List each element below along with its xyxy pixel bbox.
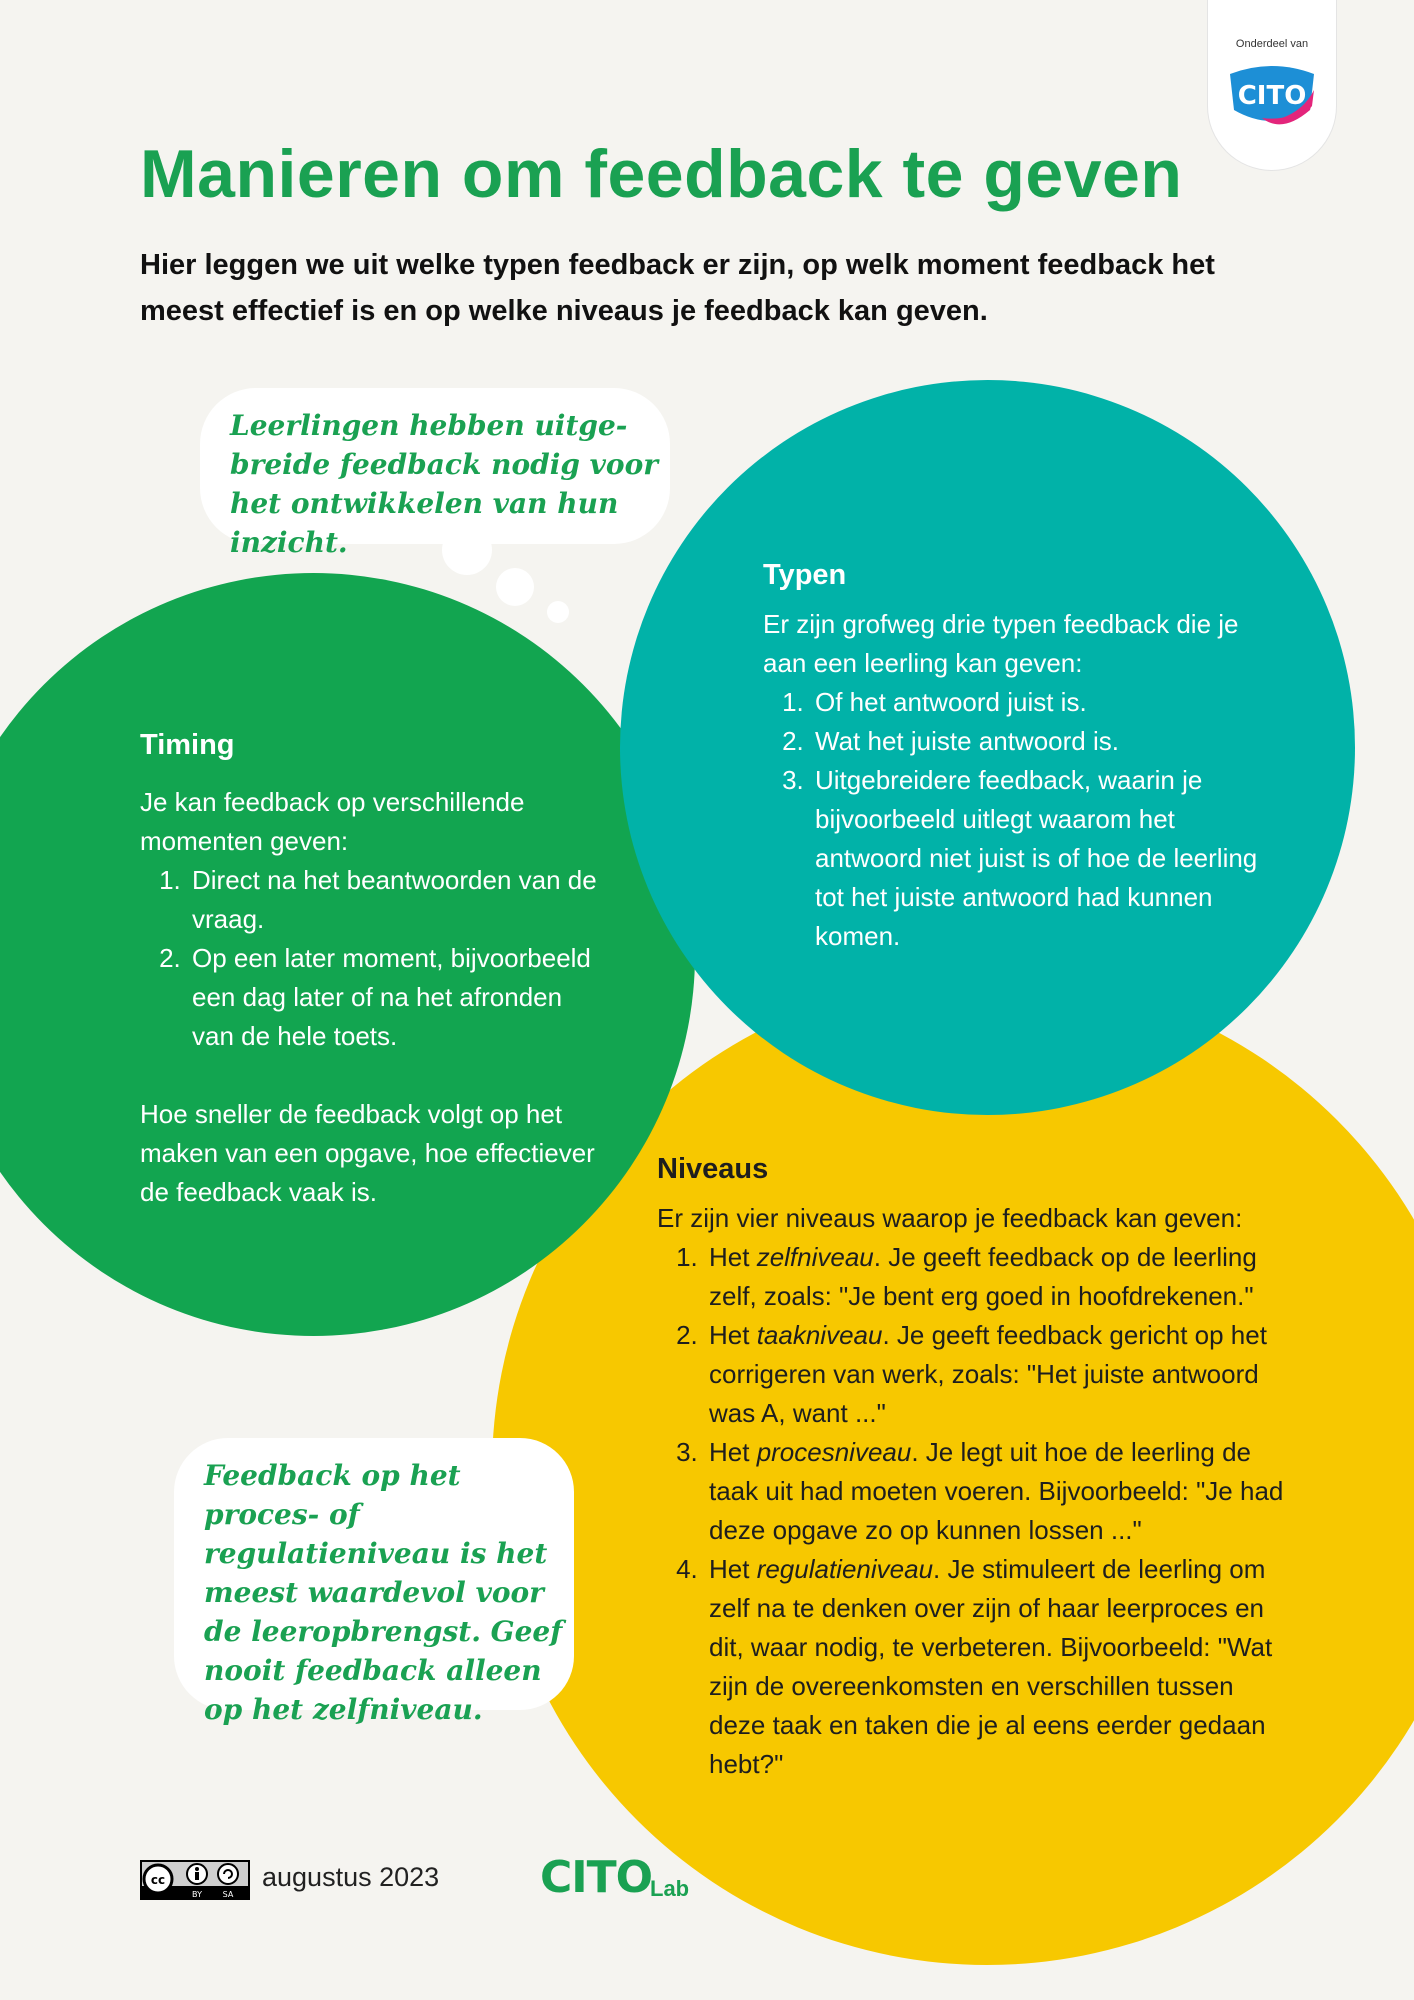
timing-section bbox=[140, 728, 610, 1212]
thought-dot bbox=[496, 568, 534, 606]
quote-top: Leerlingen hebben uitge-breide feedback nodig voor het ontwikkelen van hun inzicht. bbox=[230, 409, 659, 559]
svg-text:SA: SA bbox=[222, 1890, 234, 1899]
niveaus-section bbox=[657, 1152, 1297, 1784]
niveaus-heading: Niveaus bbox=[657, 1153, 769, 1185]
typen-heading: Typen bbox=[763, 559, 847, 591]
timing-lead: Je kan feedback op verschillende momenten geven: bbox=[140, 786, 525, 856]
cc-license-icon bbox=[140, 1860, 250, 1900]
list-item: 2. Wat het juiste antwoord is. bbox=[811, 722, 1283, 761]
quote-bottom: Feedback op het proces- of regulatieniveau is het meest waardevol voor de leeropbrengst. Geef nooit feedback alleen op het zelfniveau. bbox=[204, 1459, 563, 1726]
niveaus-lead: Er zijn vier niveaus waarop je feedback kan geven: bbox=[657, 1202, 1243, 1233]
cito-lab-logo: CITO bbox=[540, 1852, 653, 1903]
cito-badge bbox=[1208, 0, 1336, 170]
list-item: 1. Direct na het beantwoorden van de vraag. bbox=[188, 861, 610, 939]
level-term: procesniveau bbox=[756, 1436, 912, 1467]
timing-closing: Hoe sneller de feedback volgt op het maken van een opgave, hoe effectiever de feedback vaak is. bbox=[140, 1098, 595, 1207]
publication-date: augustus 2023 bbox=[262, 1862, 440, 1892]
cito-logo-icon bbox=[1222, 60, 1322, 130]
thought-dot bbox=[442, 525, 492, 575]
svg-text:CITO: CITO bbox=[1237, 81, 1307, 111]
typen-section bbox=[763, 558, 1283, 956]
list-item: 3. Het procesniveau. Je legt uit hoe de leerling de taak uit had moeten voeren. Bijvoorbeeld: "Je had deze opgave zo op kunnen lossen ..." bbox=[705, 1433, 1297, 1550]
typen-list bbox=[763, 683, 1283, 956]
svg-text:cc: cc bbox=[150, 1873, 166, 1887]
cito-lab-sub: Lab bbox=[650, 1876, 690, 1901]
timing-heading: Timing bbox=[140, 729, 235, 761]
thought-dot bbox=[547, 601, 569, 623]
timing-list bbox=[140, 861, 610, 1056]
list-item: 4. Het regulatieniveau. Je stimuleert de leerling om zelf na te denken over zijn of haar leerproces en dit, waar nodig, te verbeteren. Bijvoorbeeld: "Wat zijn de overeenkomsten en verschillen tussen deze taak en taken die je al eens eerder gedaan hebt?" bbox=[705, 1550, 1297, 1784]
svg-text:BY: BY bbox=[192, 1890, 202, 1899]
intro-text: Hier leggen we uit welke typen feedback er zijn, op welk moment feedback het meest effectief is en op welke niveaus je feedback kan geven. bbox=[140, 249, 1215, 327]
list-item: 2. Het taakniveau. Je geeft feedback gericht op het corrigeren van werk, zoals: "Het juiste antwoord was A, want ..." bbox=[705, 1316, 1297, 1433]
level-term: regulatieniveau bbox=[756, 1553, 934, 1584]
level-term: taakniveau bbox=[756, 1319, 883, 1350]
list-item: 1. Of het antwoord juist is. bbox=[811, 683, 1283, 722]
badge-label: Onderdeel van bbox=[1235, 38, 1309, 50]
list-item: 3. Uitgebreidere feedback, waarin je bijvoorbeeld uitlegt waarom het antwoord niet juist is of hoe de leerling tot het juiste antwoord had kunnen komen. bbox=[811, 761, 1283, 956]
niveaus-list bbox=[657, 1238, 1297, 1784]
level-term: zelfniveau bbox=[756, 1241, 874, 1272]
list-item: 1. Het zelfniveau. Je geeft feedback op de leerling zelf, zoals: "Je bent erg goed in hoofdrekenen." bbox=[705, 1238, 1297, 1316]
typen-lead: Er zijn grofweg drie typen feedback die je aan een leerling kan geven: bbox=[763, 608, 1239, 678]
list-item: 2. Op een later moment, bijvoorbeeld een dag later of na het afronden van de hele toets. bbox=[188, 939, 610, 1056]
page-title: Manieren om feedback te geven bbox=[140, 136, 1183, 212]
